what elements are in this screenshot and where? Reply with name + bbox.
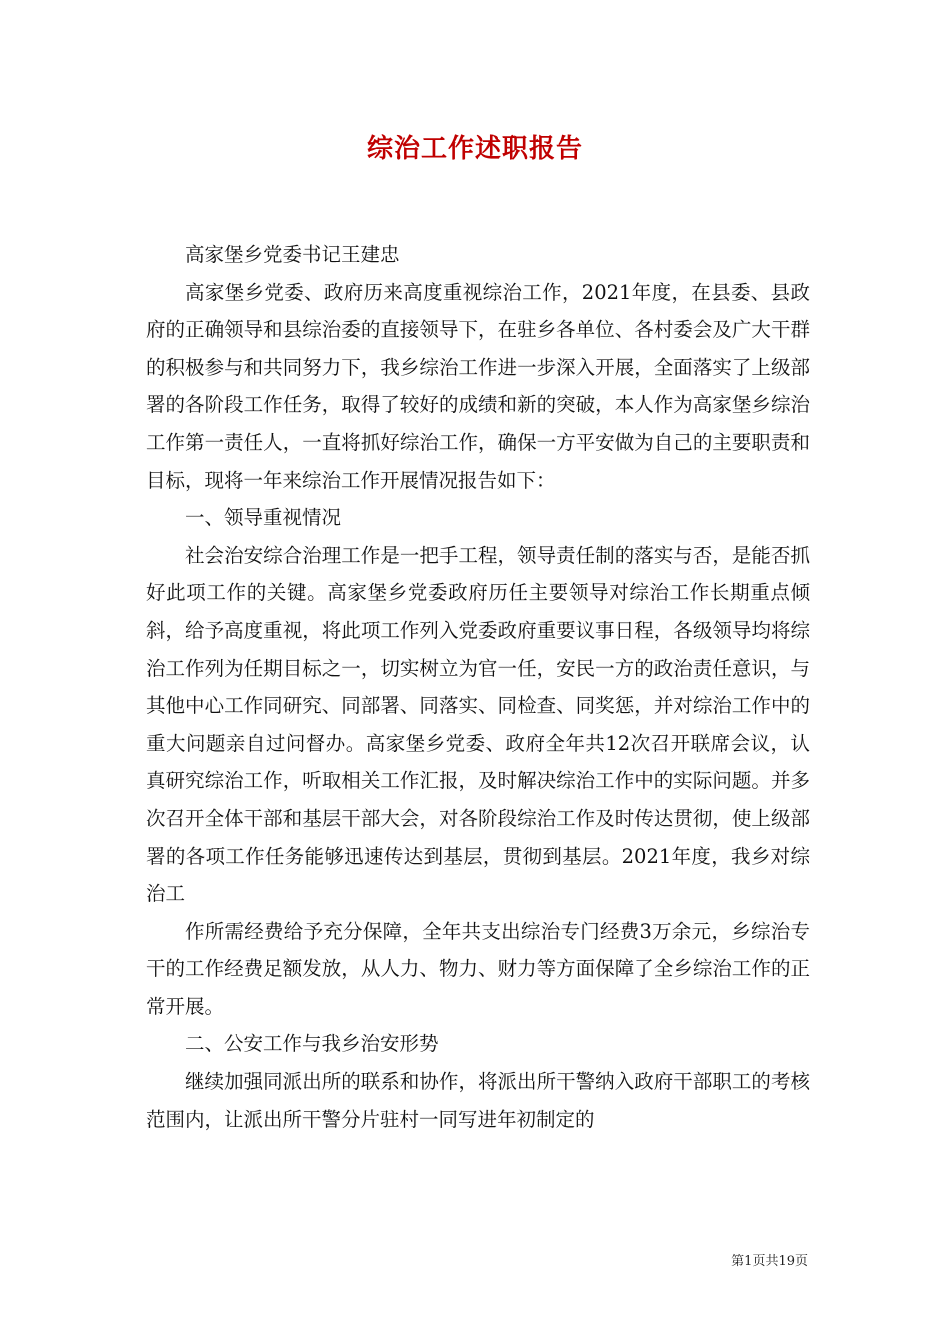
page-number: 第1页共19页 xyxy=(731,1254,808,1269)
paragraph-funding: 作所需经费给予充分保障，全年共支出综治专门经费3万余元，乡综治专干的工作经费足额发放，从人力、物力、财力等方面保障了全乡综治工作的正常开展。 xyxy=(146,919,810,1018)
paragraph-intro: 高家堡乡党委、政府历来高度重视综治工作，2021年度，在县委、县政府的正确领导和县综治委的直接领导下，在驻乡各单位、各村委会及广大干群的积极参与和共同努力下，我乡综治工作进一步深入开展，全面落实了上级部署的各阶段工作任务，取得了较好的成绩和新的突破，本人作为高家堡乡综治工作第一责任人，一直将抓好综治工作，确保一方平安做为自己的主要职责和目标，现将一年来综治工作开展情况报告如下： xyxy=(146,280,810,492)
paragraph-leadership: 社会治安综合治理工作是一把手工程，领导责任制的落实与否，是能否抓好此项工作的关键。高家堡乡党委政府历任主要领导对综治工作长期重点倾斜，给予高度重视，将此项工作列入党委政府重要议事日程，各级领导均将综治工作列为任期目标之一，切实树立为官一任，安民一方的政治责任意识，与其他中心工作同研究、同部署、同落实、同检查、同奖惩，并对综治工作中的重大问题亲自过问督办。高家堡乡党委、政府全年共12次召开联席会议，认真研究综治工作，听取相关工作汇报，及时解决综治工作中的实际问题。并多次召开全体干部和基层干部大会，对各阶段综治工作及时传达贯彻，使上级部署的各项工作任务能够迅速传达到基层，贯彻到基层。2021年度，我乡对综治工 xyxy=(146,543,810,906)
section-heading-1: 一、领导重视情况 xyxy=(185,506,342,530)
document-title: 综治工作述职报告 xyxy=(366,134,583,164)
paragraph-police: 继续加强同派出所的联系和协作，将派出所干警纳入政府干部职工的考核范围内，让派出所干警分片驻村一同写进年初制定的 xyxy=(146,1070,810,1131)
section-heading-2: 二、公安工作与我乡治安形势 xyxy=(185,1032,439,1056)
document-body xyxy=(146,236,810,1138)
author-line: 高家堡乡党委书记王建忠 xyxy=(185,243,400,266)
